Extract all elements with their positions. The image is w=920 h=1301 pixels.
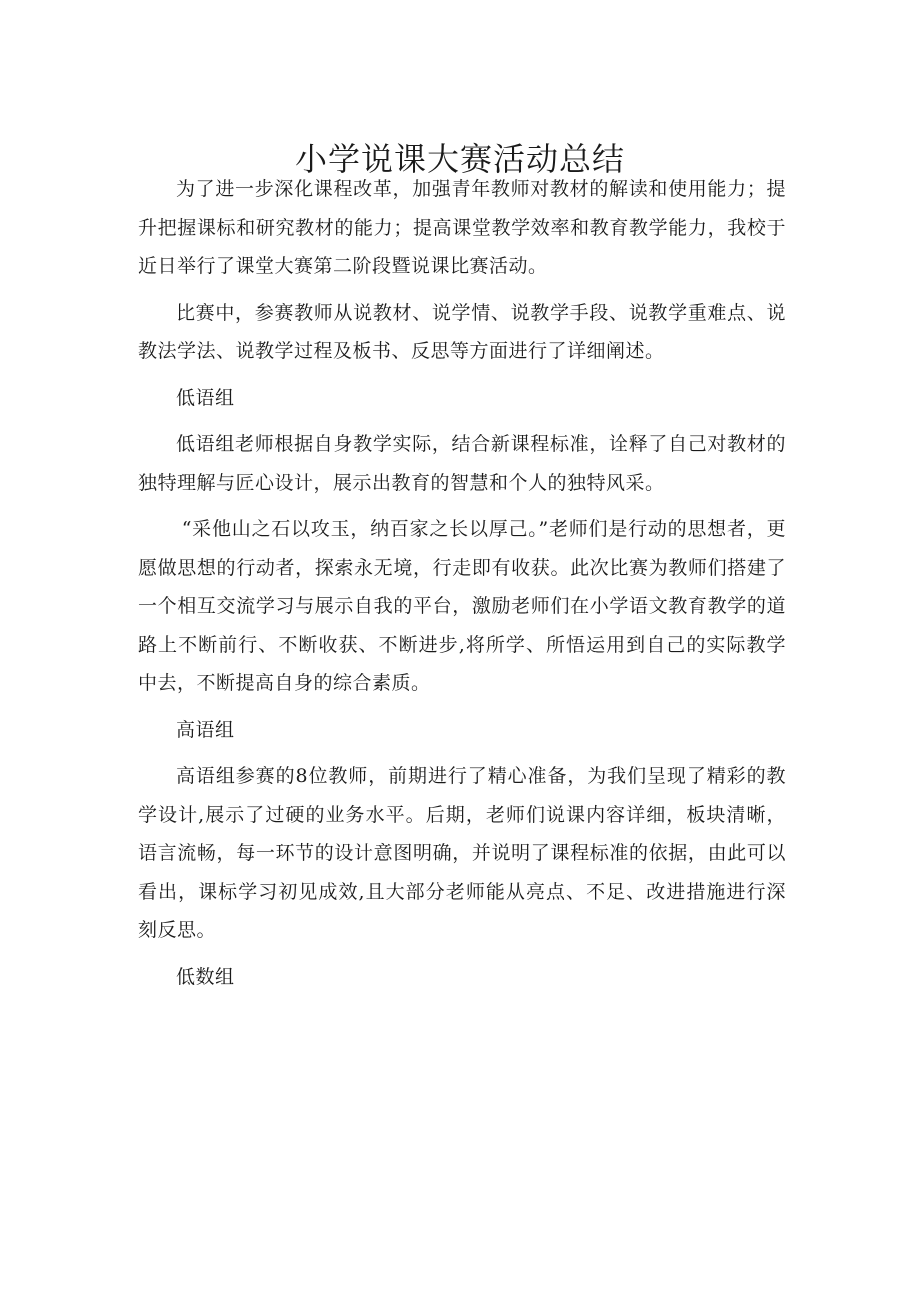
section-heading-lower-chinese: 低语组 [176, 386, 235, 409]
paragraph-lower-chinese: 低语组老师根据自身教学实际，结合新课程标准，诠释了自己对教材的独特理解与匠心设计，展示出教育的智慧和个人的独特风采。 [138, 433, 786, 494]
section-heading-upper-chinese: 高语组 [176, 718, 235, 741]
document-body [138, 170, 786, 1004]
paragraph-competition: 比赛中，参赛教师从说教材、说学情、说教学手段、说教学重难点、说教法学法、说教学过程及板书、反思等方面进行了详细阐述。 [138, 301, 786, 362]
section-heading-lower-math: 低数组 [176, 965, 235, 988]
document-title: 小学说课大赛活动总结 [294, 140, 625, 179]
paragraph-quote: “采他山之石以攻玉，纳百家之长以厚己。”老师们是行动的思想者，更愿做思想的行动者，探索永无境，行走即有收获。此次比赛为教师们搭建了一个相互交流学习与展示自我的平台，激励老师们在小学语文教育教学的道路上不断前行、不断收获、不断进步,将所学、所悟运用到自己的实际教学中去，不断提高自身的综合素质。 [138, 518, 786, 694]
paragraph-intro: 为了进一步深化课程改革，加强青年教师对教材的解读和使用能力；提升把握课标和研究教材的能力；提高课堂教学效率和教育教学能力，我校于近日举行了课堂大赛第二阶段暨说课比赛活动。 [138, 178, 786, 277]
paragraph-upper-chinese: 高语组参赛的8位教师，前期进行了精心准备，为我们呈现了精彩的教学设计,展示了过硬的业务水平。后期，老师们说课内容详细，板块清晰，语言流畅，每一环节的设计意图明确，并说明了课程标准的依据，由此可以看出，课标学习初见成效,且大部分老师能从亮点、不足、改进措施进行深刻反思。 [138, 765, 786, 941]
